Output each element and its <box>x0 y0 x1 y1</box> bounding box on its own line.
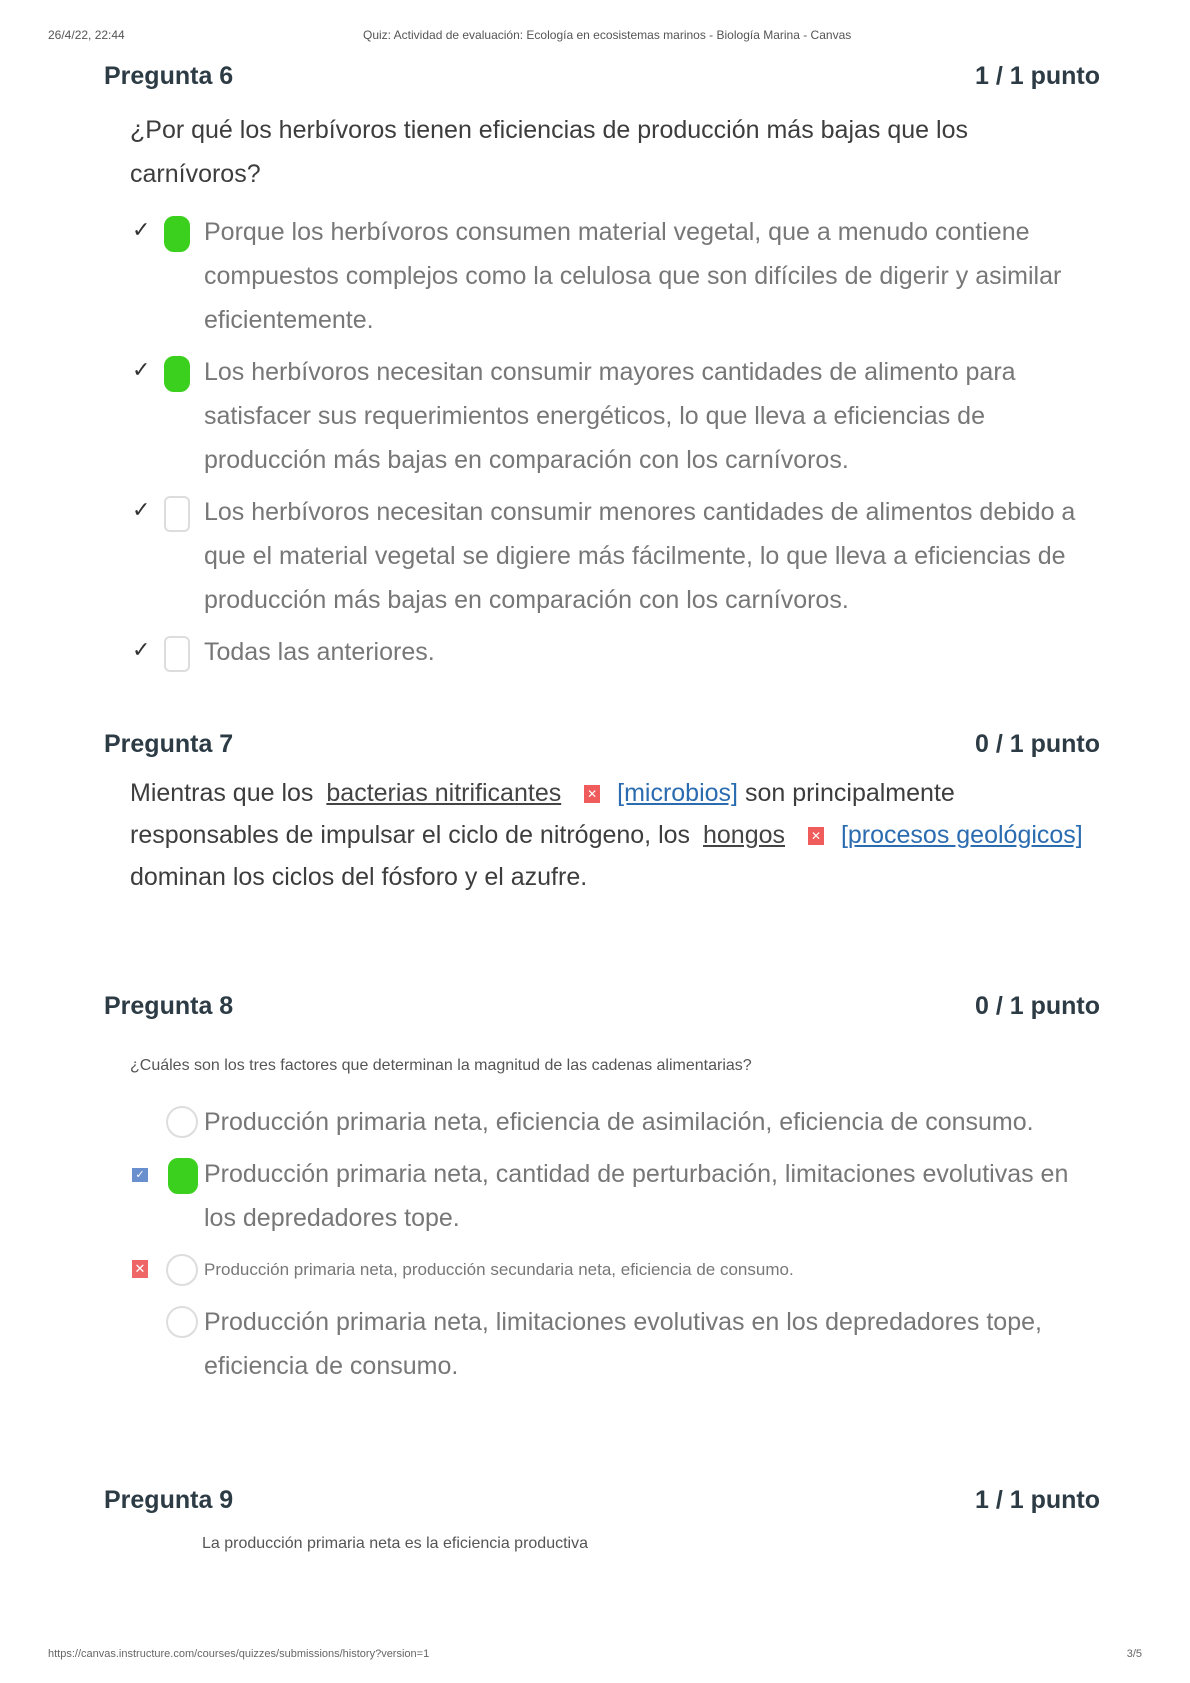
answer-option[interactable] <box>104 1248 1100 1292</box>
answer-text: Producción primaria neta, producción secundaria neta, eficiencia de consumo. <box>204 1260 794 1279</box>
answer-text: Producción primaria neta, cantidad de perturbación, limitaciones evolutivas en los depredadores tope. <box>204 1160 1069 1232</box>
answer-text: Todas las anteriores. <box>204 638 435 666</box>
correct-check-icon: ✓ <box>132 217 151 242</box>
question-header <box>104 1486 1100 1520</box>
correct-check-icon: ✓ <box>132 637 151 662</box>
answer-text: Los herbívoros necesitan consumir mayores cantidades de alimento para satisfacer sus requerimientos energéticos, lo que lleva a eficiencias de producción más bajas en comparación con los carnívoros. <box>204 358 1016 474</box>
print-title: Quiz: Actividad de evaluación: Ecología en ecosistemas marinos - Biología Marina - Canvas <box>363 28 852 42</box>
text-segment: dominan los ciclos del fósforo y el azufre. <box>130 863 588 891</box>
answer-option[interactable] <box>104 1100 1100 1144</box>
answer-option[interactable] <box>104 490 1100 622</box>
question-9 <box>104 1486 1100 1558</box>
answer-text: Porque los herbívoros consumen material vegetal, que a menudo contiene compuestos complejos como la celulosa que son difíciles de digerir y asimilar eficientemente. <box>204 218 1062 334</box>
radio-button[interactable] <box>166 1254 198 1286</box>
checkbox-checked[interactable] <box>164 356 190 392</box>
answer-text: Producción primaria neta, limitaciones evolutivas en los depredadores tope, eficiencia de consumo. <box>204 1308 1042 1380</box>
incorrect-x-icon: ✕ <box>132 1260 148 1278</box>
text-segment: Mientras que los <box>130 779 314 807</box>
student-answer-blank: bacterias nitrificantes <box>326 779 562 807</box>
question-text: ¿Por qué los herbívoros tienen eficiencias de producción más bajas que los carnívoros? <box>130 116 968 188</box>
question-title: Pregunta 9 <box>104 1486 234 1514</box>
checkbox[interactable] <box>164 496 190 532</box>
answer-list <box>104 210 1100 674</box>
question-title: Pregunta 6 <box>104 62 234 90</box>
question-points: 0 / 1 punto <box>975 730 1100 758</box>
question-header <box>104 992 1100 1026</box>
answer-option[interactable] <box>104 630 1100 674</box>
text-segment: son principalmente responsables de impulsar el ciclo de nitrógeno, los <box>130 779 955 849</box>
print-date: 26/4/22, 22:44 <box>48 28 125 42</box>
correct-check-icon: ✓ <box>132 497 151 522</box>
answer-option[interactable] <box>104 1300 1100 1388</box>
question-points: 1 / 1 punto <box>975 1486 1100 1514</box>
question-title: Pregunta 7 <box>104 730 234 758</box>
question-text: La producción primaria neta es la eficiencia productiva <box>202 1535 588 1552</box>
question-points: 0 / 1 punto <box>975 992 1100 1020</box>
fill-in-blank-text <box>104 772 1100 898</box>
answer-option[interactable] <box>104 210 1100 342</box>
checkbox-checked[interactable] <box>164 216 190 252</box>
correct-answer-link[interactable]: [microbios] <box>617 779 738 807</box>
radio-button[interactable] <box>166 1306 198 1338</box>
answer-option[interactable] <box>104 1152 1100 1240</box>
student-answer-blank: hongos <box>703 821 786 849</box>
answer-list <box>104 1100 1100 1388</box>
question-6 <box>104 62 1100 682</box>
correct-answer-link[interactable]: [procesos geológicos] <box>840 821 1083 849</box>
correct-check-icon: ✓ <box>132 357 151 382</box>
question-header <box>104 730 1100 764</box>
incorrect-x-icon: ✕ <box>584 785 600 803</box>
answer-option[interactable] <box>104 350 1100 482</box>
print-url: https://canvas.instructure.com/courses/quizzes/submissions/history?version=1 <box>48 1648 430 1660</box>
question-text: ¿Cuáles son los tres factores que determinan la magnitud de las cadenas alimentarias? <box>130 1057 752 1074</box>
checkbox[interactable] <box>164 636 190 672</box>
radio-button[interactable] <box>166 1106 198 1138</box>
question-header <box>104 62 1100 96</box>
incorrect-x-icon: ✕ <box>808 827 824 845</box>
answer-text: Producción primaria neta, eficiencia de asimilación, eficiencia de consumo. <box>204 1108 1034 1136</box>
answer-text: Los herbívoros necesitan consumir menores cantidades de alimentos debido a que el material vegetal se digiere más fácilmente, lo que lleva a eficiencias de producción más bajas en comparación con los carnívoros. <box>204 498 1076 614</box>
radio-button-selected[interactable] <box>168 1158 198 1194</box>
question-7 <box>104 730 1100 898</box>
question-8 <box>104 992 1100 1396</box>
question-title: Pregunta 8 <box>104 992 234 1020</box>
page-number: 3/5 <box>1126 1648 1142 1660</box>
question-points: 1 / 1 punto <box>975 62 1100 90</box>
correct-answer-arrow-icon: ✓ <box>132 1168 148 1182</box>
